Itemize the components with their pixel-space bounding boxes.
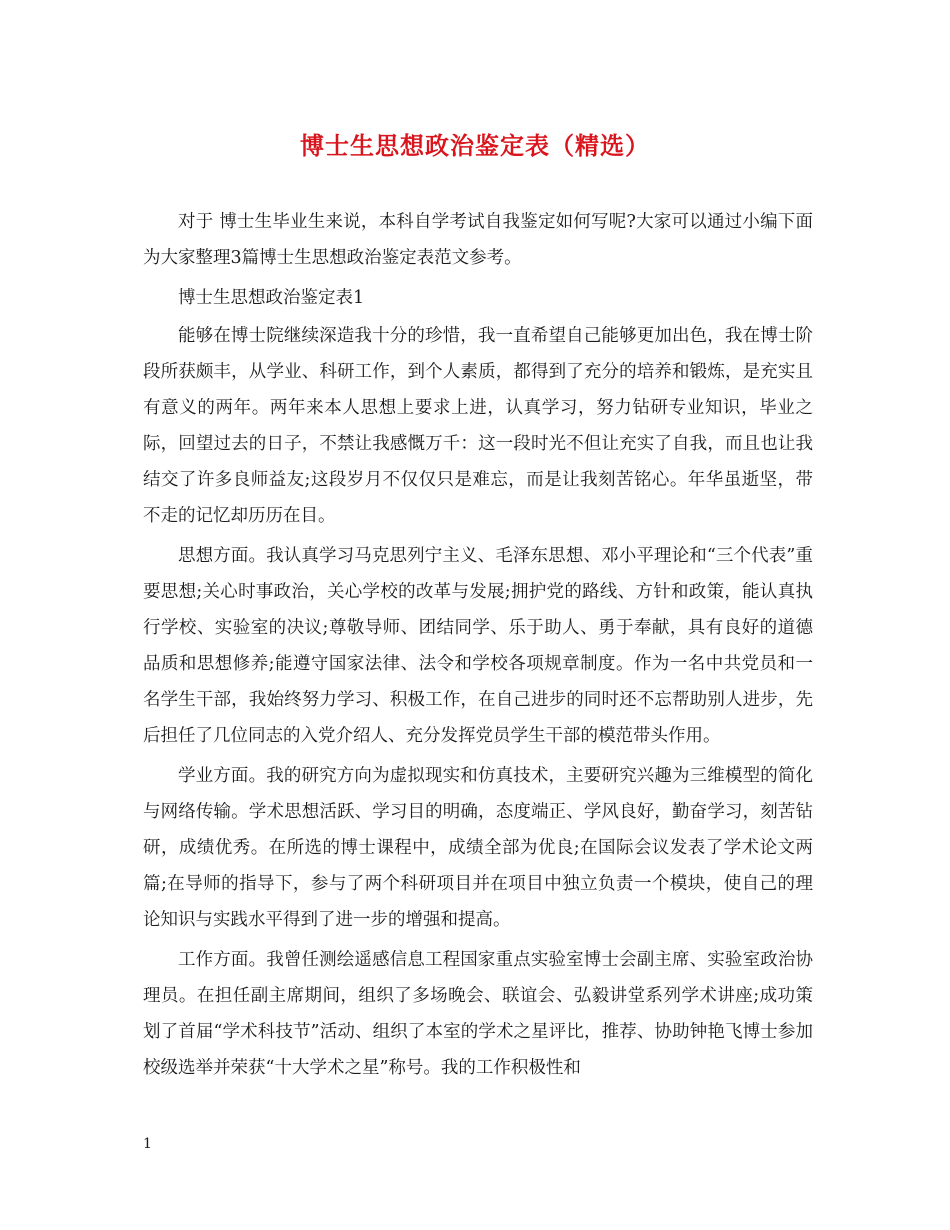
document-title: 博士生思想政治鉴定表（精选） <box>300 131 650 160</box>
intro-paragraph: 对于 博士生毕业生来说，本科自学考试自我鉴定如何写呢?大家可以通过小编下面为大家整理3篇博士生思想政治鉴定表范文参考。 <box>143 212 813 268</box>
body-paragraph-work: 工作方面。我曾任测绘遥感信息工程国家重点实验室博士会副主席、实验室政治协理员。在担任副主席期间，组织了多场晚会、联谊会、弘毅讲堂系列学术讲座;成功策划了首届“学术科技节”活动、组织了本室的学术之星评比，推荐、协助钟艳飞博士参加校级选举并荣获“十大学术之星”称号。我的工作积极性和 <box>143 950 813 1078</box>
body-paragraph-opening: 能够在博士院继续深造我十分的珍惜，我一直希望自己能够更加出色，我在博士阶段所获颇丰，从学业、科研工作，到个人素质，都得到了充分的培养和锻炼，是充实且有意义的两年。两年来本人思想上要求上进，认真学习，努力钻研专业知识，毕业之际，回望过去的日子，不禁让我感慨万千：这一段时光不但让充实了自我，而且也让我结交了许多良师益友;这段岁月不仅仅只是难忘，而是让我刻苦铭心。年华虽逝坚，带不走的记忆却历历在目。 <box>143 326 813 526</box>
body-paragraph-academics: 学业方面。我的研究方向为虚拟现实和仿真技术，主要研究兴趣为三维模型的简化与网络传输。学术思想活跃、学习目的明确，态度端正、学风良好，勤奋学习，刻苦钻研，成绩优秀。在所选的博士课程中，成绩全部为优良;在国际会议发表了学术论文两篇;在导师的指导下，参与了两个科研项目并在项目中独立负责一个模块，使自己的理论知识与实践水平得到了进一步的增强和提高。 <box>143 766 813 930</box>
body-paragraph-ideology: 思想方面。我认真学习马克思列宁主义、毛泽东思想、邓小平理论和“三个代表”重要思想;关心时事政治，关心学校的改革与发展;拥护党的路线、方针和政策，能认真执行学校、实验室的决议;尊敬导师、团结同学、乐于助人、勇于奉献，具有良好的道德品质和思想修养;能遵守国家法律、法令和学校各项规章制度。作为一名中共党员和一名学生干部，我始终努力学习、积极工作，在自己进步的同时还不忘帮助别人进步，先后担任了几位同志的入党介绍人、充分发挥党员学生干部的模范带头作用。 <box>143 546 813 746</box>
section-heading: 博士生思想政治鉴定表1 <box>178 288 365 308</box>
page-number: 1 <box>143 1136 152 1152</box>
document-body <box>143 204 813 1090</box>
